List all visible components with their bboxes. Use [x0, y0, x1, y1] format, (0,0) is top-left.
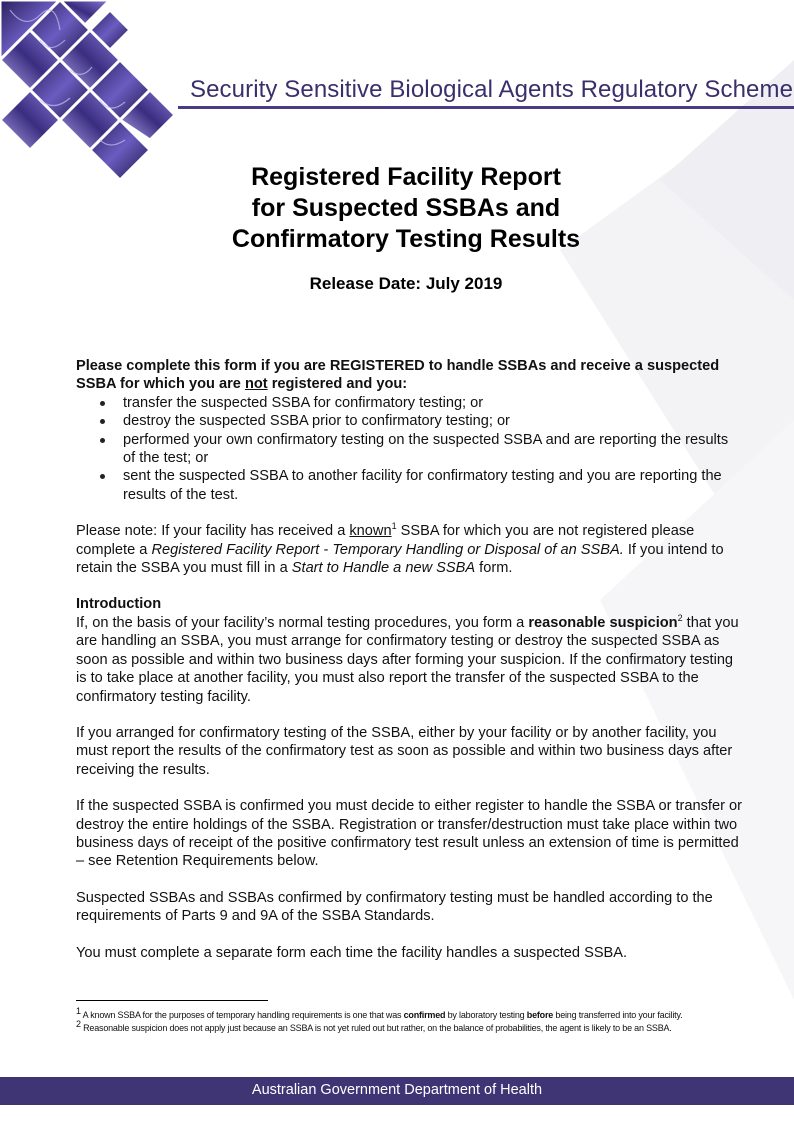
release-date: Release Date: July 2019: [309, 274, 503, 293]
footnote-text: being transferred into your facility.: [553, 1010, 683, 1020]
footnote-text: A known SSBA for the purposes of temporary handling requirements is one that was: [80, 1010, 404, 1020]
form-name-start-to-handle: Start to Handle a new SSBA: [291, 560, 476, 577]
paragraph-text: that you are handling an SSBA, you must arrange for confirmatory testing or destroy the suspected SSBA as soon as possible and within two business days after forming your suspicion. If the confirmatory testing is to take place at another facility, you must also report the transfer of the suspected SSBA to the confirmatory testing facility.: [76, 614, 739, 705]
footnote-number: 2: [76, 1019, 81, 1029]
footnote-rule: [76, 1000, 268, 1001]
footnote-text: by laboratory testing: [445, 1010, 527, 1020]
intro-paragraph-3: If the suspected SSBA is confirmed you must decide to either register to handle the SSBA or transfer or destroy the entire holdings of the SSBA. Registration or transfer/destruction must take place within two business days of receipt of the positive confirmatory test result unless an extension of time is permitted – see Retention Requirements below.: [76, 798, 742, 870]
paragraph-text: If, on the basis of your facility’s normal testing procedures, you form a: [76, 614, 529, 631]
note-text: If you intend to retain the SSBA you must fill in a: [76, 541, 724, 577]
intro-bullet-list: [76, 394, 742, 504]
intro-lead: [76, 357, 742, 394]
note-text: form.: [475, 560, 513, 577]
list-item: performed your own confirmatory testing on the suspected SSBA and are reporting the results of the test; or: [123, 431, 742, 468]
intro-lead-text: Please complete this form if you are REGISTERED to handle SSBAs and receive a suspected SSBA for which you are: [76, 358, 720, 393]
title-line-3: Confirmatory Testing Results: [231, 225, 581, 253]
footer-department: Australian Government Department of Health: [251, 1082, 543, 1098]
note-known: known: [349, 523, 392, 540]
document-title: [0, 162, 794, 255]
section-heading-introduction: Introduction: [76, 596, 162, 613]
footnote-1: [76, 1006, 726, 1022]
intro-lead-text-end: registered and you:: [267, 376, 408, 393]
intro-paragraph-4: Suspected SSBAs and SSBAs confirmed by confirmatory testing must be handled according to the requirements of Parts 9 and 9A of the SSBA Standards.: [76, 889, 713, 925]
footnote-number: 1: [76, 1006, 81, 1016]
note-text: SSBA for which you are not registered please complete a: [76, 523, 695, 558]
footnotes: [76, 1006, 726, 1035]
intro-lead-not: not: [244, 376, 268, 393]
term-reasonable-suspicion: reasonable suspicion: [528, 614, 678, 631]
list-item: transfer the suspected SSBA for confirmatory testing; or: [123, 394, 742, 412]
form-instructions: [76, 357, 742, 962]
scheme-title: Security Sensitive Biological Agents Regulatory Scheme: [190, 76, 794, 103]
list-item: destroy the suspected SSBA prior to confirmatory testing; or: [123, 412, 742, 430]
footnote-bold: before: [526, 1010, 554, 1020]
footnote-ref-1: 1: [391, 521, 397, 532]
scheme-logo-mosaic: [0, 0, 180, 186]
title-line-1: Registered Facility Report: [251, 163, 561, 191]
footnote-2: [76, 1019, 726, 1035]
list-item: sent the suspected SSBA to another facility for confirmatory testing and you are reporting the results of the test.: [123, 467, 742, 504]
note-text: Please note: If your facility has received a: [76, 523, 350, 540]
title-line-2: for Suspected SSBAs and: [251, 194, 561, 222]
footer-bar: [0, 1077, 794, 1105]
note-paragraph: [76, 522, 742, 577]
intro-paragraph-5: You must complete a separate form each time the facility handles a suspected SSBA.: [76, 944, 628, 961]
form-name-temporary-handling: Registered Facility Report - Temporary Handling or Disposal of an SSBA.: [151, 541, 624, 558]
footnote-text: Reasonable suspicion does not apply just because an SSBA is not yet ruled out but rather, on the balance of probabilities, the agent is likely to be an SSBA.: [80, 1023, 672, 1033]
footnote-bold: confirmed: [403, 1010, 446, 1020]
header-rule: [178, 106, 794, 109]
intro-paragraph-2: If you arranged for confirmatory testing of the SSBA, either by your facility or by another facility, you must report the results of the confirmatory test as soon as possible and within two business days after receiving the results.: [76, 724, 733, 778]
footnote-ref-2: 2: [677, 613, 683, 624]
intro-paragraph-1: [76, 614, 742, 706]
